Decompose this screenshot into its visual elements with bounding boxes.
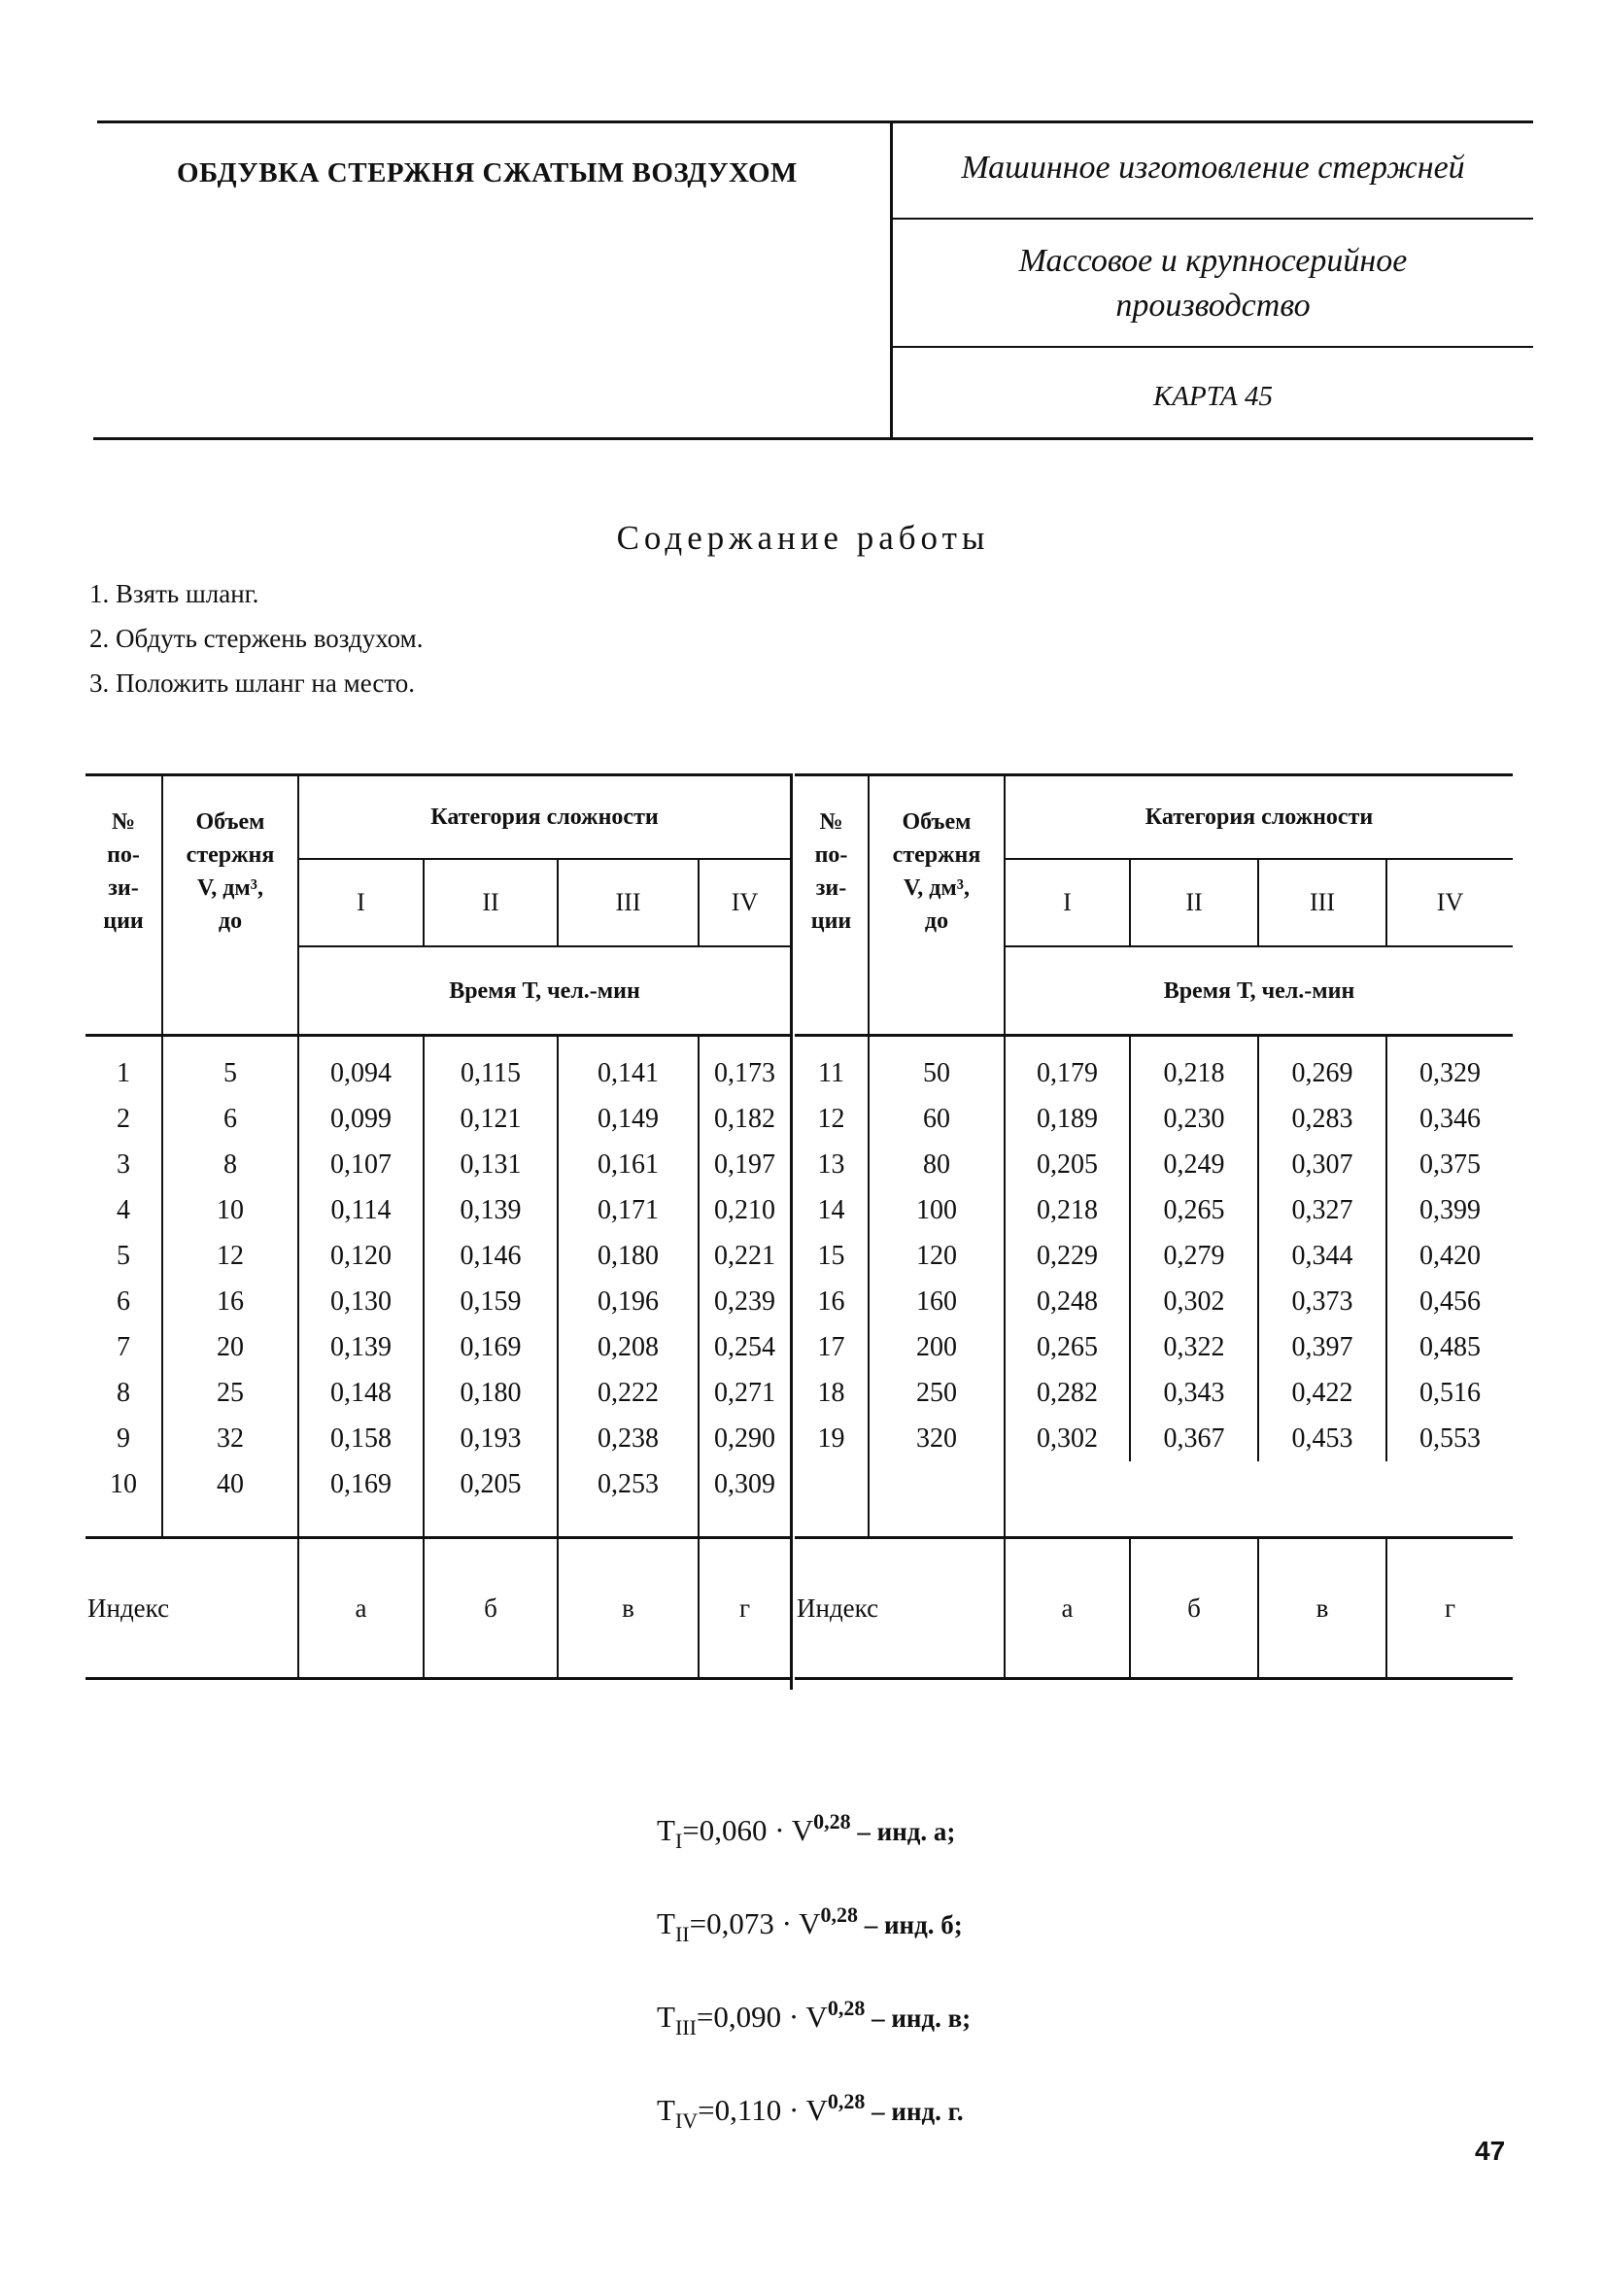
header-position-line: №	[819, 809, 843, 835]
position-cell: 8	[85, 1370, 162, 1416]
time-cell-iv: 0,456	[1419, 1285, 1481, 1317]
header-volume-line: до	[218, 908, 243, 934]
header-volume-line: Объем	[195, 809, 265, 835]
table-row	[85, 1324, 790, 1370]
header-volume-line: до	[924, 908, 949, 934]
position-cell: 13	[795, 1142, 869, 1187]
category-label: I	[1005, 859, 1130, 946]
time-cell-i: 0,302	[1005, 1416, 1130, 1461]
time-cell-iii: 0,397	[1258, 1324, 1386, 1370]
time-cell-i: 0,094	[298, 1050, 424, 1096]
time-cell-iv: 0,346	[1419, 1103, 1481, 1134]
content-title: Содержание работы	[616, 519, 990, 557]
position-cell: 16	[795, 1279, 869, 1324]
category-label: III	[558, 859, 699, 946]
time-cell-i: 0,120	[298, 1233, 424, 1279]
formula	[657, 1886, 971, 1979]
table-row	[795, 1233, 1513, 1279]
time-cell-iv: 0,420	[1419, 1240, 1481, 1271]
card-number: КАРТА 45	[1153, 381, 1273, 412]
time-cell-iv: 0,173	[714, 1057, 775, 1088]
time-cell-iv: 0,309	[714, 1468, 775, 1499]
volume-cell: 8	[162, 1142, 298, 1187]
time-cell-iii: 0,141	[558, 1050, 699, 1096]
time-cell-iii: 0,161	[558, 1142, 699, 1187]
work-step: 3. Положить шланг на место.	[89, 668, 416, 698]
time-cell-iv: 0,329	[1419, 1057, 1481, 1088]
time-cell-ii: 0,115	[424, 1050, 558, 1096]
formula-exponent: 0,28	[820, 1902, 858, 1927]
position-cell: 2	[85, 1096, 162, 1142]
operation-title: ОБДУВКА СТЕРЖНЯ СЖАТЫМ ВОЗДУХОМ	[177, 157, 798, 188]
header-blank	[795, 946, 869, 1036]
header-blank	[85, 946, 162, 1036]
volume-cell: 200	[869, 1324, 1005, 1370]
time-cell-iii: 0,149	[558, 1096, 699, 1142]
time-cell-iv: 0,254	[714, 1331, 775, 1362]
time-cell-iii: 0,373	[1258, 1279, 1386, 1324]
formula-index: – инд. б;	[857, 1910, 963, 1939]
table-row	[795, 1142, 1513, 1187]
time-cell-iv: 0,485	[1419, 1331, 1481, 1362]
time-cell-i: 0,179	[1005, 1050, 1130, 1096]
table-divider	[790, 773, 793, 1690]
position-cell: 4	[85, 1187, 162, 1233]
time-cell-ii: 0,146	[424, 1233, 558, 1279]
header-time: Время Т, чел.-мин	[298, 946, 790, 1036]
position-cell: 3	[85, 1142, 162, 1187]
time-cell-i: 0,248	[1005, 1279, 1130, 1324]
time-cell-i: 0,139	[298, 1324, 424, 1370]
table-row	[85, 1050, 790, 1096]
formulas	[657, 1793, 971, 2166]
card-header	[93, 120, 1533, 439]
formula-exponent: 0,28	[827, 1996, 866, 2020]
position-cell: 7	[85, 1324, 162, 1370]
volume-cell: 60	[869, 1096, 1005, 1142]
left-rows	[85, 1050, 790, 1507]
time-cell-iii: 0,327	[1258, 1187, 1386, 1233]
time-cell-i: 0,158	[298, 1416, 424, 1461]
formula-index: – инд. а;	[850, 1817, 956, 1846]
time-cell-ii: 0,302	[1130, 1279, 1258, 1324]
header-volume-line: стержня	[892, 842, 981, 868]
time-cell-iii: 0,222	[558, 1370, 699, 1416]
index-value: г	[699, 1538, 790, 1679]
time-cell-iii: 0,253	[558, 1461, 699, 1507]
volume-cell: 12	[162, 1233, 298, 1279]
time-cell-iii: 0,180	[558, 1233, 699, 1279]
time-cell-iii: 0,269	[1258, 1050, 1386, 1096]
volume-cell: 250	[869, 1370, 1005, 1416]
work-steps	[89, 571, 424, 705]
table-row	[85, 1416, 790, 1461]
header-position-line: зи-	[815, 875, 847, 901]
index-value: в	[1258, 1538, 1386, 1679]
production-type-line-2: производство	[1115, 288, 1311, 324]
time-cell-ii: 0,131	[424, 1142, 558, 1187]
index-value: б	[424, 1538, 558, 1679]
position-cell: 19	[795, 1416, 869, 1461]
header-volume-line: стержня	[186, 842, 275, 868]
table-row	[795, 1416, 1513, 1461]
position-cell: 11	[795, 1050, 869, 1096]
time-cell-iv: 0,197	[714, 1148, 775, 1180]
table-row	[795, 1279, 1513, 1324]
work-step: 2. Обдуть стержень воздухом.	[89, 624, 424, 653]
header-rule-2	[893, 346, 1533, 348]
time-cell-ii: 0,193	[424, 1416, 558, 1461]
time-cell-ii: 0,139	[424, 1187, 558, 1233]
position-cell: 17	[795, 1324, 869, 1370]
time-cell-i: 0,282	[1005, 1370, 1130, 1416]
header-position-line: ции	[103, 908, 144, 934]
position-cell: 12	[795, 1096, 869, 1142]
formula-subscript: III	[674, 2015, 697, 2039]
norms-table-right	[795, 773, 1513, 1680]
header-blank	[162, 946, 298, 1036]
formula-exponent: 0,28	[813, 1809, 851, 1833]
index-label: Индекс	[795, 1538, 1005, 1679]
time-cell-i: 0,107	[298, 1142, 424, 1187]
category-label: IV	[1386, 859, 1513, 946]
work-step: 1. Взять шланг.	[89, 579, 259, 608]
header-position-line: зи-	[108, 875, 139, 901]
time-cell-ii: 0,218	[1130, 1050, 1258, 1096]
formula	[657, 1979, 971, 2073]
formula-subscript: I	[674, 1829, 683, 1853]
time-cell-ii: 0,180	[424, 1370, 558, 1416]
time-cell-i: 0,205	[1005, 1142, 1130, 1187]
time-cell-iv: 0,553	[1419, 1422, 1481, 1454]
formula-index: – инд. в;	[865, 2004, 972, 2033]
time-cell-ii: 0,279	[1130, 1233, 1258, 1279]
time-cell-iii: 0,171	[558, 1187, 699, 1233]
time-cell-i: 0,169	[298, 1461, 424, 1507]
table-row	[85, 1096, 790, 1142]
position-cell: 14	[795, 1187, 869, 1233]
production-type	[893, 239, 1533, 328]
time-cell-i: 0,099	[298, 1096, 424, 1142]
formula-exponent: 0,28	[827, 2089, 866, 2113]
volume-cell: 5	[162, 1050, 298, 1096]
time-cell-ii: 0,322	[1130, 1324, 1258, 1370]
position-cell: 6	[85, 1279, 162, 1324]
time-cell-iv: 0,399	[1419, 1194, 1481, 1225]
header-volume-line: V, дм³,	[904, 875, 970, 901]
position-cell: 10	[85, 1461, 162, 1507]
table-row	[85, 1279, 790, 1324]
volume-cell: 50	[869, 1050, 1005, 1096]
position-cell: 9	[85, 1416, 162, 1461]
volume-cell: 10	[162, 1187, 298, 1233]
time-cell-iii: 0,344	[1258, 1233, 1386, 1279]
time-cell-i: 0,229	[1005, 1233, 1130, 1279]
position-cell: 5	[85, 1233, 162, 1279]
table-row	[795, 1187, 1513, 1233]
time-cell-iv: 0,375	[1419, 1148, 1481, 1180]
time-cell-iii: 0,283	[1258, 1096, 1386, 1142]
formula-symbol: T	[657, 1906, 675, 1940]
time-cell-iv: 0,210	[714, 1194, 775, 1225]
table-row	[85, 1187, 790, 1233]
norms-table-left	[85, 773, 790, 1680]
process-category: Машинное изготовление стержней	[961, 150, 1465, 186]
header-position-line: по-	[814, 842, 848, 868]
header-position	[85, 775, 162, 947]
table-row	[795, 1370, 1513, 1416]
formula	[657, 2073, 971, 2166]
time-cell-iv: 0,271	[714, 1377, 775, 1408]
header-position-line: по-	[107, 842, 140, 868]
time-cell-ii: 0,343	[1130, 1370, 1258, 1416]
time-cell-ii: 0,230	[1130, 1096, 1258, 1142]
volume-cell: 32	[162, 1416, 298, 1461]
table-row	[85, 1142, 790, 1187]
table-row	[85, 1461, 790, 1507]
time-cell-i: 0,265	[1005, 1324, 1130, 1370]
index-label: Индекс	[85, 1538, 298, 1679]
header-volume	[162, 775, 298, 947]
volume-cell: 120	[869, 1233, 1005, 1279]
category-label: I	[298, 859, 424, 946]
table-row	[795, 1050, 1513, 1096]
table-row	[85, 1370, 790, 1416]
volume-cell: 160	[869, 1279, 1005, 1324]
index-value: г	[1386, 1538, 1513, 1679]
formula-subscript: II	[674, 1922, 690, 1946]
category-label: II	[424, 859, 558, 946]
time-cell-iv: 0,221	[714, 1240, 775, 1271]
formula-subscript: IV	[674, 2108, 699, 2133]
formula-symbol: T	[657, 1813, 675, 1847]
formula-body: =0,090 · V	[696, 2000, 828, 2034]
header-volume	[869, 775, 1005, 947]
time-cell-ii: 0,159	[424, 1279, 558, 1324]
header-category: Категория сложности	[298, 775, 790, 860]
time-cell-ii: 0,169	[424, 1324, 558, 1370]
category-label: III	[1258, 859, 1386, 946]
time-cell-i: 0,218	[1005, 1187, 1130, 1233]
volume-cell: 16	[162, 1279, 298, 1324]
time-cell-ii: 0,265	[1130, 1187, 1258, 1233]
header-blank	[869, 946, 1005, 1036]
time-cell-ii: 0,249	[1130, 1142, 1258, 1187]
header-position-line: №	[111, 809, 136, 835]
time-cell-iii: 0,196	[558, 1279, 699, 1324]
position-cell: 1	[85, 1050, 162, 1096]
header-time: Время Т, чел.-мин	[1005, 946, 1513, 1036]
time-cell-i: 0,114	[298, 1187, 424, 1233]
time-cell-i: 0,148	[298, 1370, 424, 1416]
time-cell-ii: 0,367	[1130, 1416, 1258, 1461]
header-category: Категория сложности	[1005, 775, 1513, 860]
volume-cell: 320	[869, 1416, 1005, 1461]
time-cell-ii: 0,121	[424, 1096, 558, 1142]
header-volume-line: V, дм³,	[197, 875, 263, 901]
table-row	[85, 1233, 790, 1279]
index-value: б	[1130, 1538, 1258, 1679]
time-cell-i: 0,189	[1005, 1096, 1130, 1142]
header-position	[795, 775, 869, 947]
volume-cell: 100	[869, 1187, 1005, 1233]
header-top-rule	[97, 120, 1533, 123]
volume-cell: 40	[162, 1461, 298, 1507]
right-rows	[795, 1050, 1513, 1461]
position-cell: 18	[795, 1370, 869, 1416]
production-type-line-1: Массовое и крупносерийное	[1018, 243, 1408, 279]
index-value: а	[1005, 1538, 1130, 1679]
formula-index: – инд. г.	[865, 2097, 964, 2126]
time-cell-iii: 0,307	[1258, 1142, 1386, 1187]
time-cell-ii: 0,205	[424, 1461, 558, 1507]
header-position-line: ции	[810, 908, 852, 934]
header-rule-1	[893, 218, 1533, 220]
time-cell-iii: 0,208	[558, 1324, 699, 1370]
category-label: II	[1130, 859, 1258, 946]
formula-symbol: T	[657, 2000, 675, 2034]
position-cell: 15	[795, 1233, 869, 1279]
formula-body: =0,060 · V	[682, 1813, 814, 1847]
volume-cell: 6	[162, 1096, 298, 1142]
time-cell-iii: 0,453	[1258, 1416, 1386, 1461]
table-row	[795, 1324, 1513, 1370]
page-number: 47	[1475, 2136, 1506, 2166]
header-bottom-rule	[93, 437, 1533, 440]
table-row	[795, 1096, 1513, 1142]
time-cell-iii: 0,238	[558, 1416, 699, 1461]
time-cell-i: 0,130	[298, 1279, 424, 1324]
time-cell-iv: 0,516	[1419, 1377, 1481, 1408]
time-cell-iv: 0,182	[714, 1103, 775, 1134]
volume-cell: 80	[869, 1142, 1005, 1187]
index-value: а	[298, 1538, 424, 1679]
category-label: IV	[699, 859, 790, 946]
formula	[657, 1793, 971, 1886]
time-cell-iv: 0,239	[714, 1285, 775, 1317]
header-volume-line: Объем	[902, 809, 972, 835]
index-value: в	[558, 1538, 699, 1679]
formula-body: =0,110 · V	[698, 2093, 828, 2127]
time-cell-iii: 0,422	[1258, 1370, 1386, 1416]
formula-symbol: T	[657, 2093, 675, 2127]
volume-cell: 20	[162, 1324, 298, 1370]
time-cell-iv: 0,290	[714, 1422, 775, 1454]
volume-cell: 25	[162, 1370, 298, 1416]
formula-body: =0,073 · V	[689, 1906, 821, 1940]
